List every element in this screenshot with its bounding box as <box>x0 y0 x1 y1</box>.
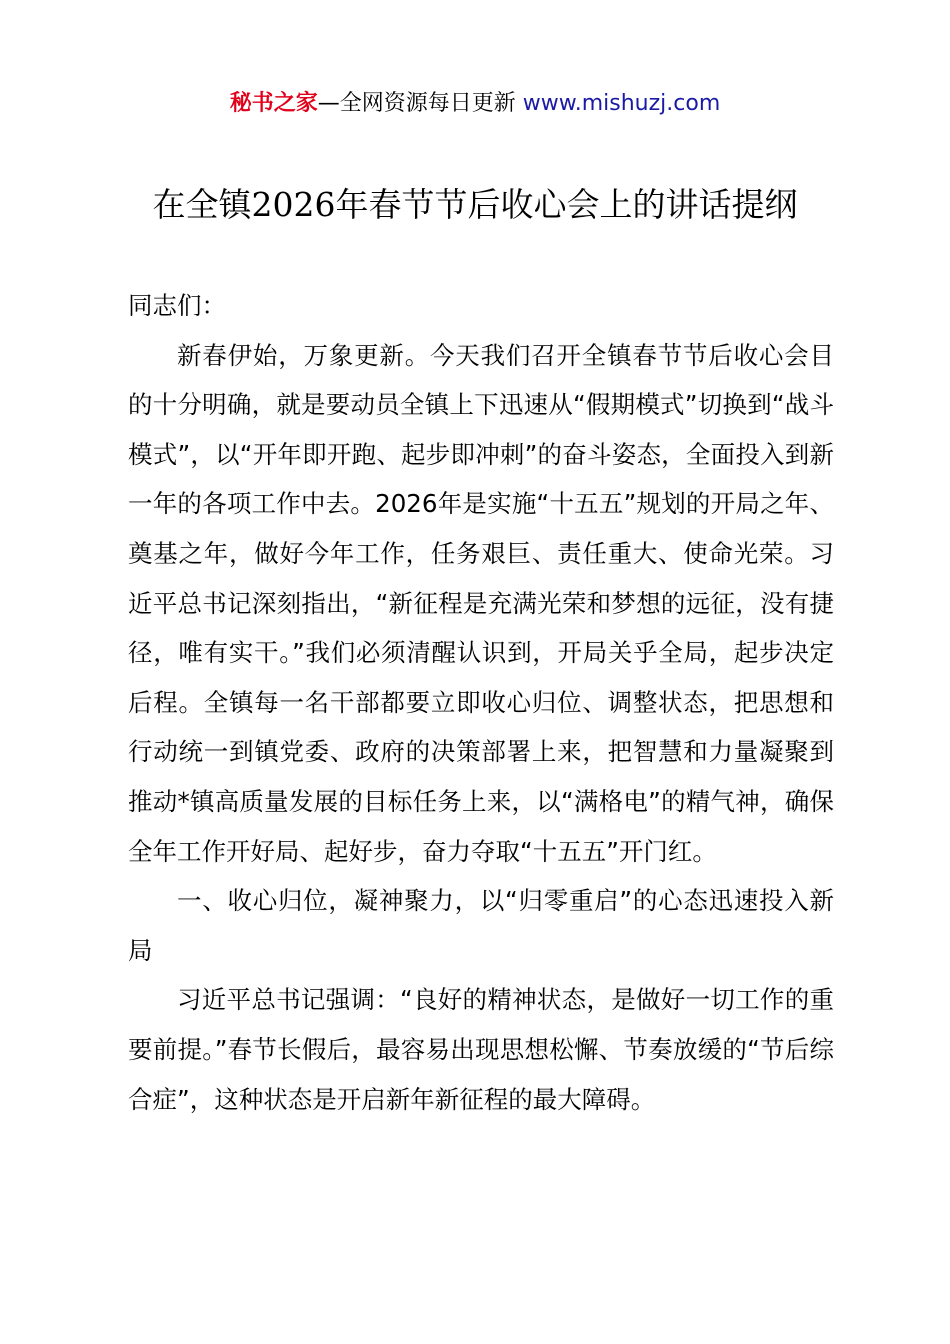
salutation: 同志们： <box>128 291 226 320</box>
paragraph: 习近平总书记强调：“良好的精神状态，是做好一切工作的重要前提。”春节长假后，最容易出现思想松懈、节奏放缓的“节后综合症”，这种状态是开启新年新征程的最大障碍。 <box>128 985 834 1114</box>
site-url-link[interactable]: www.mishuzj.com <box>522 91 721 116</box>
site-tagline: —全网资源每日更新 <box>317 91 516 116</box>
document-body <box>128 281 834 1124</box>
section-heading: 一、收心归位，凝神聚力，以“归零重启”的心态迅速投入新局 <box>128 886 834 965</box>
document-title: 在全镇2026年春节节后收心会上的讲话提纲 <box>152 185 798 224</box>
paragraph-intro: 新春伊始，万象更新。今天我们召开全镇春节节后收心会目的十分明确，就是要动员全镇上下迅速从“假期模式”切换到“战斗模式”，以“开年即开跑、起步即冲刺”的奋斗姿态，全面投入到新一年的各项工作中去。2026年是实施“十五五”规划的开局之年、奠基之年，做好今年工作，任务艰巨、责任重大、使命光荣。习近平总书记深刻指出，“新征程是充满光荣和梦想的远征，没有捷径，唯有实干。”我们必须清醒认识到，开局关乎全局，起步决定后程。全镇每一名干部都要立即收心归位、调整状态，把思想和行动统一到镇党委、政府的决策部署上来，把智慧和力量凝聚到推动*镇高质量发展的目标任务上来，以“满格电”的精气神，确保全年工作开好局、起好步，奋力夺取“十五五”开门红。 <box>128 340 834 866</box>
site-header <box>0 88 950 120</box>
site-brand: 秘书之家 <box>229 91 318 116</box>
